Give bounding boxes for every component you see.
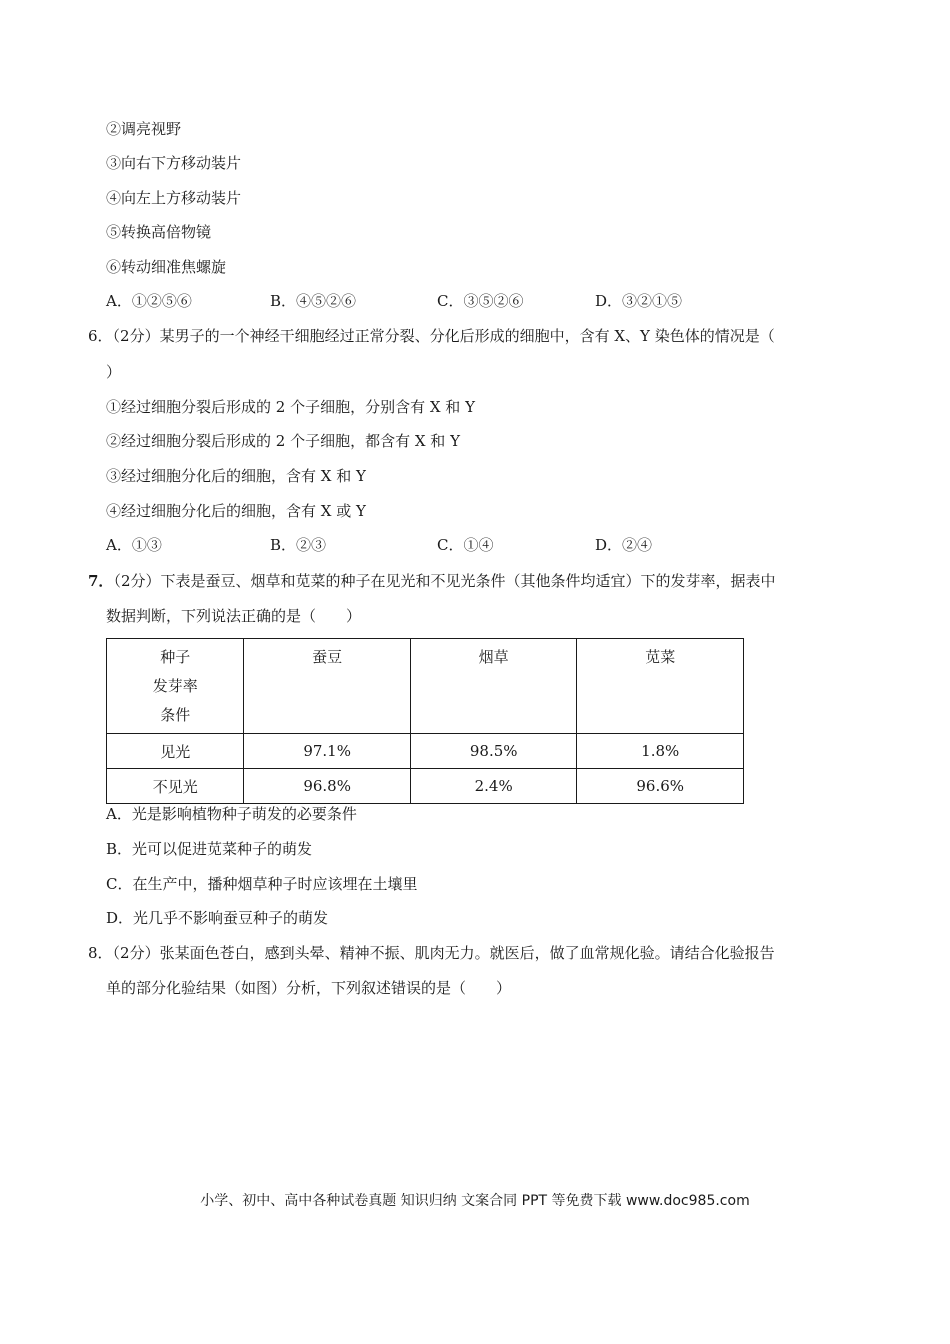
table-cell: 1.8%: [577, 734, 744, 769]
table-cell: 2.4%: [410, 769, 577, 804]
q6-item-2: ②经过细胞分裂后形成的 2 个子细胞，都含有 X 和 Y: [106, 432, 460, 450]
corner-label-condition: 条件: [160, 706, 191, 724]
q7-option-b: B．光可以促进苋菜种子的萌发: [106, 840, 313, 858]
q7-number: 7．: [88, 572, 114, 590]
column-header-amaranth: 苋菜: [577, 639, 744, 734]
q6-stem-text: （2分）某男子的一个神经干细胞经过正常分裂、分化后形成的细胞中，含有 X、Y 染色体的情况是（: [112, 327, 775, 345]
q5-option-b: B．④⑤②⑥: [270, 292, 357, 310]
q5-item-6: ⑥转动细准焦螺旋: [106, 258, 227, 276]
q5-item-4: ④向左上方移动装片: [106, 189, 242, 207]
table-cell: 96.6%: [577, 769, 744, 804]
corner-label-rate: 发芽率: [152, 677, 198, 695]
q5-item-2: ②调亮视野: [106, 120, 182, 138]
q7-stem-text: （2分）下表是蚕豆、烟草和苋菜的种子在见光和不见光条件（其他条件均适宜）下的发芽率，据表中: [113, 572, 776, 590]
q6-stem-line1: [88, 326, 775, 346]
q5-option-c: C．③⑤②⑥: [437, 292, 524, 310]
table-header-row: [107, 639, 744, 734]
q6-item-4: ④经过细胞分化后的细胞，含有 X 或 Y: [106, 502, 366, 520]
q7-option-d: D．光几乎不影响蚕豆种子的萌发: [106, 909, 329, 927]
q6-option-a: A．①③: [106, 536, 162, 554]
q6-item-1: ①经过细胞分裂后形成的 2 个子细胞，分别含有 X 和 Y: [106, 398, 475, 416]
q5-item-3: ③向右下方移动装片: [106, 154, 242, 172]
column-header-tobacco: 烟草: [410, 639, 577, 734]
q7-stem-line1: [88, 571, 776, 591]
table-corner-cell: [107, 639, 244, 734]
page-footer: 小学、初中、高中各种试卷真题 知识归纳 文案合同 PPT 等免费下载 www.doc985.com: [200, 1193, 750, 1209]
q6-option-c: C．①④: [437, 536, 494, 554]
q7-stem-line2: 数据判断，下列说法正确的是（ ）: [106, 607, 362, 625]
table-row: [107, 734, 744, 769]
q6-option-d: D．②④: [595, 536, 653, 554]
q8-stem-text: （2分）张某面色苍白，感到头晕、精神不振、肌肉无力。就医后，做了血常规化验。请结合化验报告: [112, 944, 775, 962]
q5-option-a: A．①②⑤⑥: [106, 292, 192, 310]
column-header-broad-bean: 蚕豆: [244, 639, 411, 734]
q6-stem-line2: ）: [106, 363, 122, 381]
q5-option-d: D．③②①⑤: [595, 292, 683, 310]
table-cell: 96.8%: [244, 769, 411, 804]
table-cell: 97.1%: [244, 734, 411, 769]
q5-item-5: ⑤转换高倍物镜: [106, 223, 212, 241]
q6-number: 6．: [88, 327, 113, 345]
q7-option-c: C．在生产中，播种烟草种子时应该埋在土壤里: [106, 875, 418, 893]
q8-stem-line2: 单的部分化验结果（如图）分析，下列叙述错误的是（ ）: [106, 979, 512, 997]
corner-label-seed: 种子: [160, 648, 191, 666]
q8-number: 8．: [88, 944, 113, 962]
q6-item-3: ③经过细胞分化后的细胞，含有 X 和 Y: [106, 467, 366, 485]
germination-table: [106, 638, 744, 804]
table-row: [107, 769, 744, 804]
q7-option-a: A．光是影响植物种子萌发的必要条件: [106, 805, 357, 823]
q6-option-b: B．②③: [270, 536, 327, 554]
row-label-dark: 不见光: [107, 769, 244, 804]
table-cell: 98.5%: [410, 734, 577, 769]
row-label-light: 见光: [107, 734, 244, 769]
q8-stem-line1: [88, 943, 775, 963]
